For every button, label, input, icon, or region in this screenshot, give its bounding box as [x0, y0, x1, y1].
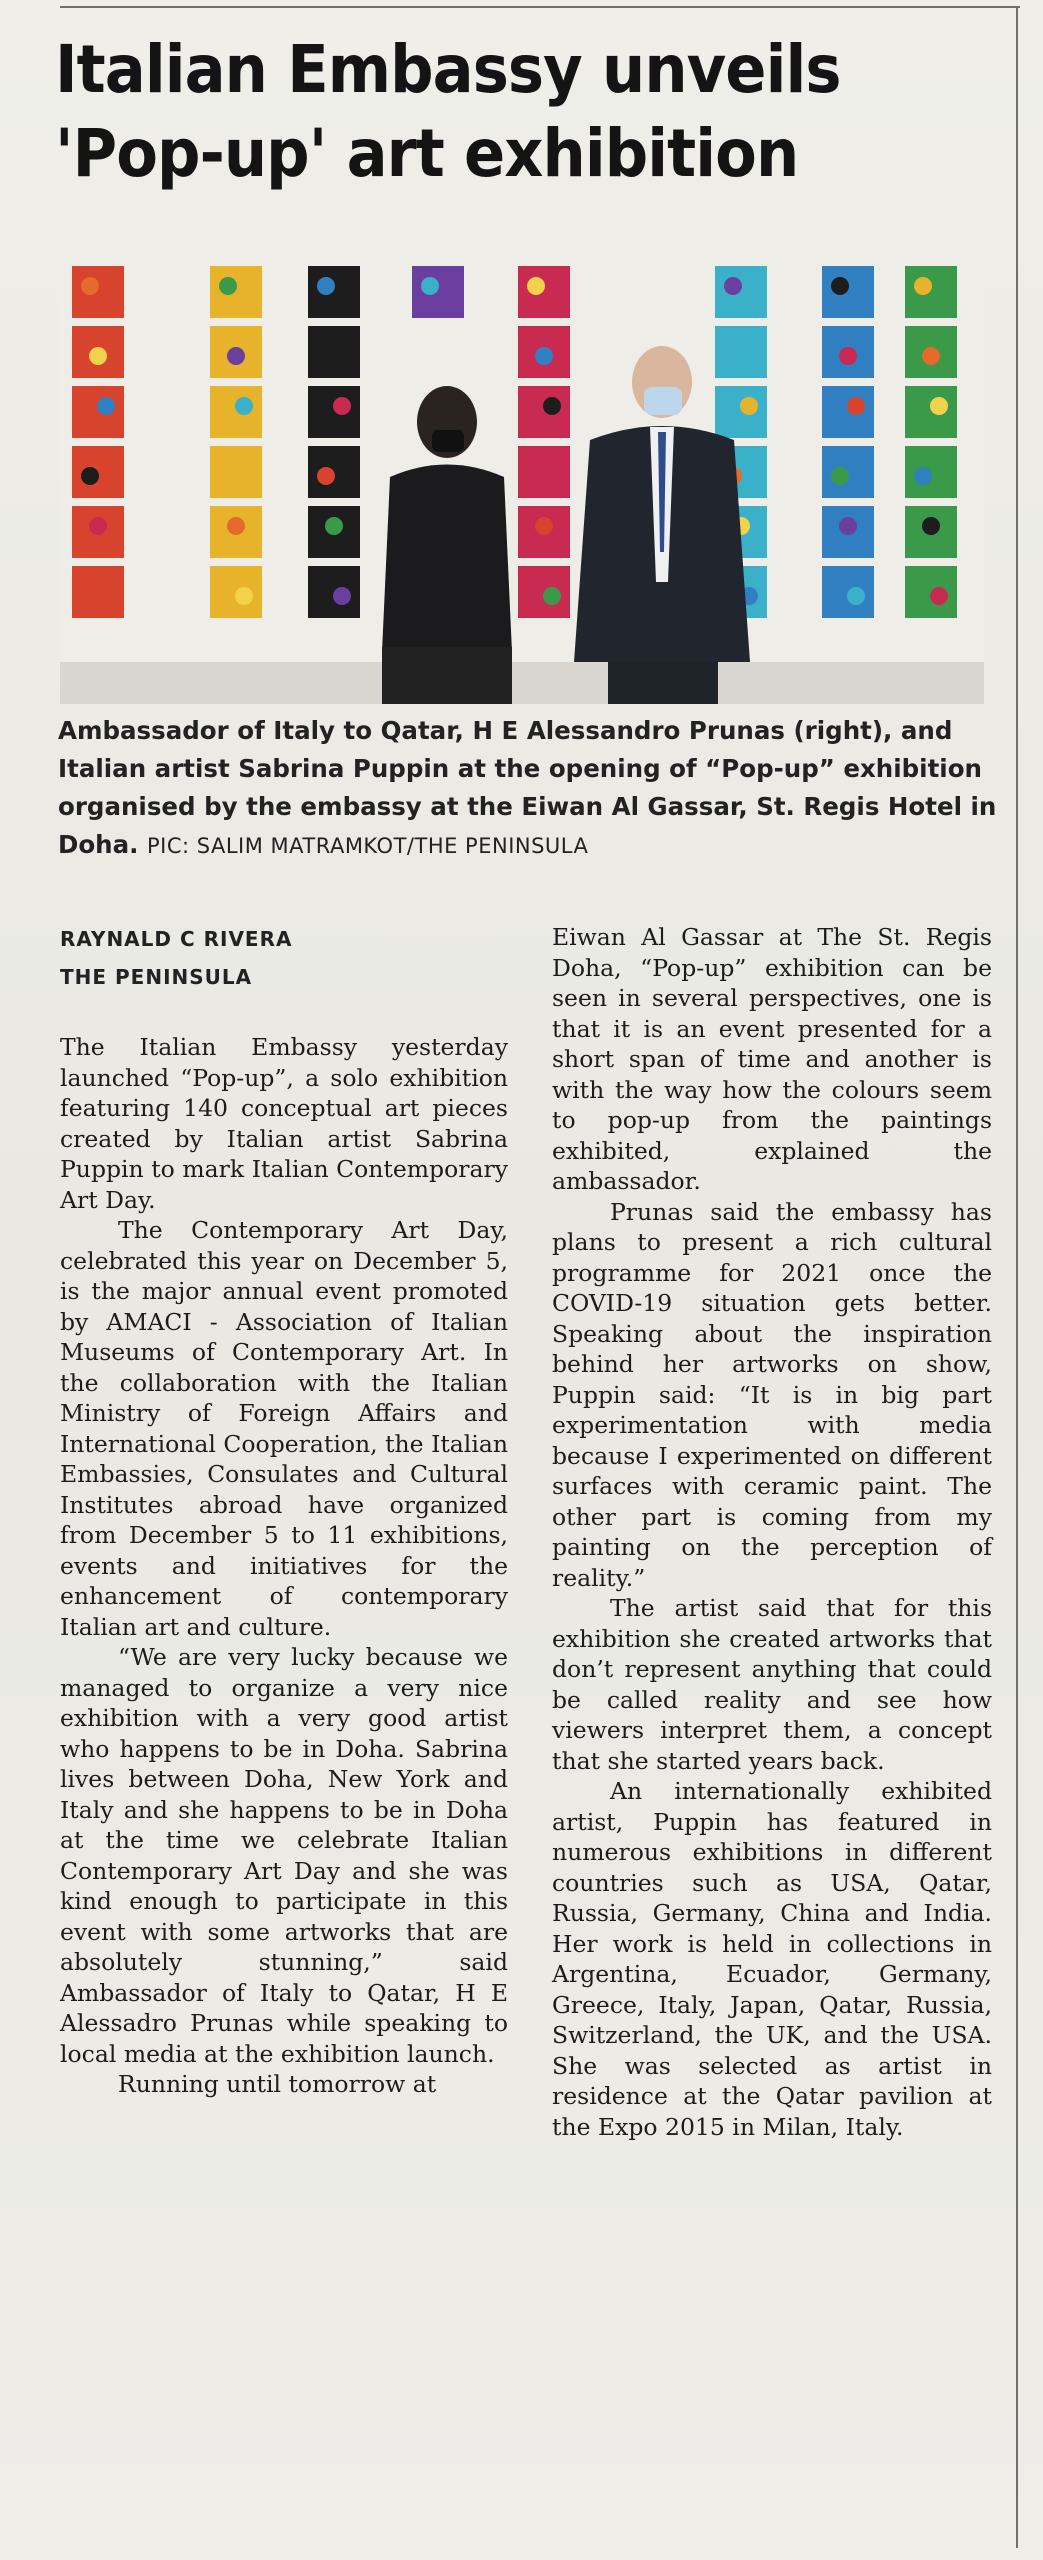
paragraph: “We are very lucky because we managed to organize a very nice exhibition with a very good artist who happens to be in Doha. Sabrina lives between Doha, New York and Italy and she happens to be in Doha at the time we celebrate Italian Contemporary Art Day and she was kind enough to participate in this event with some artworks that are absolutely stunning,” said Ambassador of Italy to Qatar, H E Alessadro Prunas while speaking to local media at the exhibition launch. — [60, 1643, 508, 2068]
column-rule — [1016, 8, 1018, 2548]
headline — [55, 28, 929, 196]
artwork-tile — [210, 266, 262, 318]
paragraph: Running until tomorrow at — [118, 2070, 437, 2098]
artwork-tile — [518, 266, 570, 318]
photo-caption — [58, 712, 998, 865]
photo-illustration — [60, 262, 984, 704]
photo-credit: PIC: SALIM MATRAMKOT/THE PENINSULA — [146, 834, 589, 858]
top-rule — [60, 6, 1020, 8]
headline-line-1: Italian Embassy unveils — [55, 31, 841, 108]
artwork-tile — [72, 386, 124, 438]
byline-author: RAYNALD C RIVERA — [60, 927, 293, 951]
paragraph: Prunas said the embassy has plans to present a rich cultural programme for 2021 once the COVID-19 situation gets better. Speaking about the inspiration behind her artworks on show, Puppin said: “It is in big part experimentation with media because I experimented on different surfaces with ceramic paint. The other part is coming from my painting on the perception of reality.” — [552, 1197, 992, 1592]
artwork-tile — [905, 386, 957, 438]
artwork-tile — [822, 266, 874, 318]
artwork-tile — [822, 386, 874, 438]
artwork-tile — [412, 266, 464, 318]
paragraph: The artist said that for this exhibition she created artworks that don’t represent anything that could be called reality and see how viewers interpret them, a concept that she started years back. — [552, 1594, 992, 1775]
exhibition-photo — [60, 262, 984, 704]
caption-text: Ambassador of Italy to Qatar, H E Alessandro Prunas (right), and Italian artist Sabrina Puppin at the opening of “Pop-up” exhibition organised by the embassy at the Eiwan Al Gassar, St. Regis Hotel in Doha. — [58, 716, 997, 859]
artwork-tile — [905, 266, 957, 318]
paragraph: The Italian Embassy yesterday launched “Pop-up”, a solo exhibition featuring 140 conceptual art pieces created by Italian artist Sabrina Puppin to mark Italian Contemporary Art Day. — [60, 1033, 508, 1214]
byline-outlet: THE PENINSULA — [60, 965, 253, 989]
artwork-tile — [308, 386, 360, 438]
artwork-tile — [72, 266, 124, 318]
paragraph: The Contemporary Art Day, celebrated this year on December 5, is the major annual event promoted by AMACI - Association of Italian Museums of Contemporary Art. In the collaboration with the Italian Ministry of Foreign Affairs and International Cooperation, the Italian Embassies, Consulates and Cultural Institutes abroad have organized from December 5 to 11 exhibitions, events and initiatives for the enhancement of contemporary Italian art and culture. — [60, 1216, 508, 1641]
paragraph: Eiwan Al Gassar at The St. Regis Doha, “Pop-up” exhibition can be seen in several perspectives, one is that it is an event presented for a short span of time and another is with the way how the colours seem to pop-up from the paintings exhibited, explained the ambassador. — [552, 923, 992, 1195]
artwork-tile — [715, 266, 767, 318]
paragraph: An internationally exhibited artist, Puppin has featured in numerous exhibitions in different countries such as USA, Qatar, Russia, Germany, China and India. Her work is held in collections in Argentina, Ecuador, Germany, Greece, Italy, Japan, Qatar, Russia, Switzerland, the UK, and the USA. She was selected as artist in residence at the Qatar pavilion at the Expo 2015 in Milan, Italy. — [552, 1777, 992, 2141]
artwork-tile — [715, 386, 767, 438]
byline — [60, 920, 520, 996]
artwork-tile — [308, 266, 360, 318]
headline-line-2: 'Pop-up' art exhibition — [55, 115, 799, 192]
article-column-2 — [552, 922, 992, 2142]
artwork-tile — [210, 386, 262, 438]
article-column-1 — [60, 1032, 508, 2100]
artwork-tile — [518, 386, 570, 438]
